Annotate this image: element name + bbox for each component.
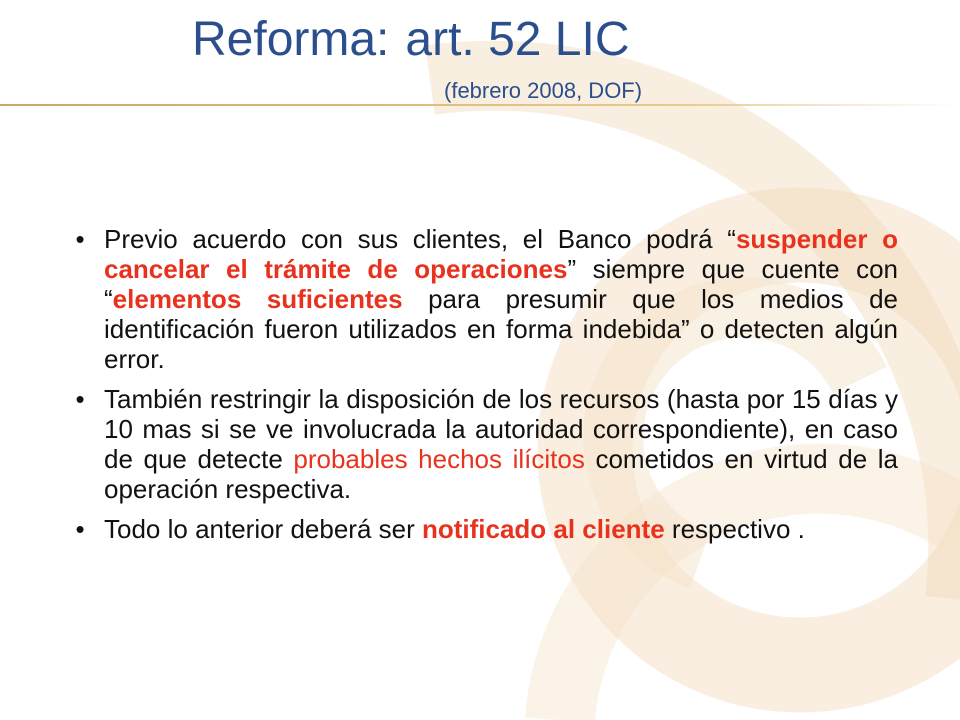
bullet-1-highlight-elements: elementos suficientes [112, 284, 403, 314]
bullet-item-1 [60, 224, 898, 374]
bullet-1-text-end: para presumir que los medios de identificación fueron utilizados en forma indebida” o detecten algún error. [104, 284, 898, 374]
bullet-1-highlight-suspend: suspender o cancelar el trámite de operaciones [104, 224, 898, 284]
title-part1: Reforma: [192, 13, 390, 66]
bullet-3-text: Todo lo anterior deberá ser [104, 514, 422, 544]
title-divider [0, 104, 960, 106]
bullet-marker: • [75, 384, 85, 414]
bullet-3-highlight: notificado al cliente [421, 514, 665, 544]
bullet-item-3 [60, 514, 898, 544]
bullet-1-text-mid: ” siempre que cuente con “ [104, 254, 899, 314]
title-part2: art. 52 LIC [405, 13, 630, 66]
bullet-2-text-end: cometidos en virtud de la operación respectiva. [104, 444, 898, 504]
bullet-1-text: Previo acuerdo con sus clientes, el Banco podrá “ [104, 224, 736, 254]
bullet-item-2 [60, 384, 898, 504]
bullet-marker: • [75, 224, 85, 254]
bullet-2-highlight: probables hechos ilícitos [293, 444, 585, 474]
bullet-3-text-end: respectivo . [664, 514, 805, 544]
bullet-marker: • [75, 514, 85, 544]
bullet-list [60, 224, 898, 554]
slide-title [192, 14, 630, 67]
slide-subtitle: (febrero 2008, DOF) [444, 78, 643, 103]
bullet-2-text: También restringir la disposición de los recursos (hasta por 15 días y 10 mas si se ve involucrada la autoridad correspondiente), en caso de que detecte [104, 384, 898, 474]
